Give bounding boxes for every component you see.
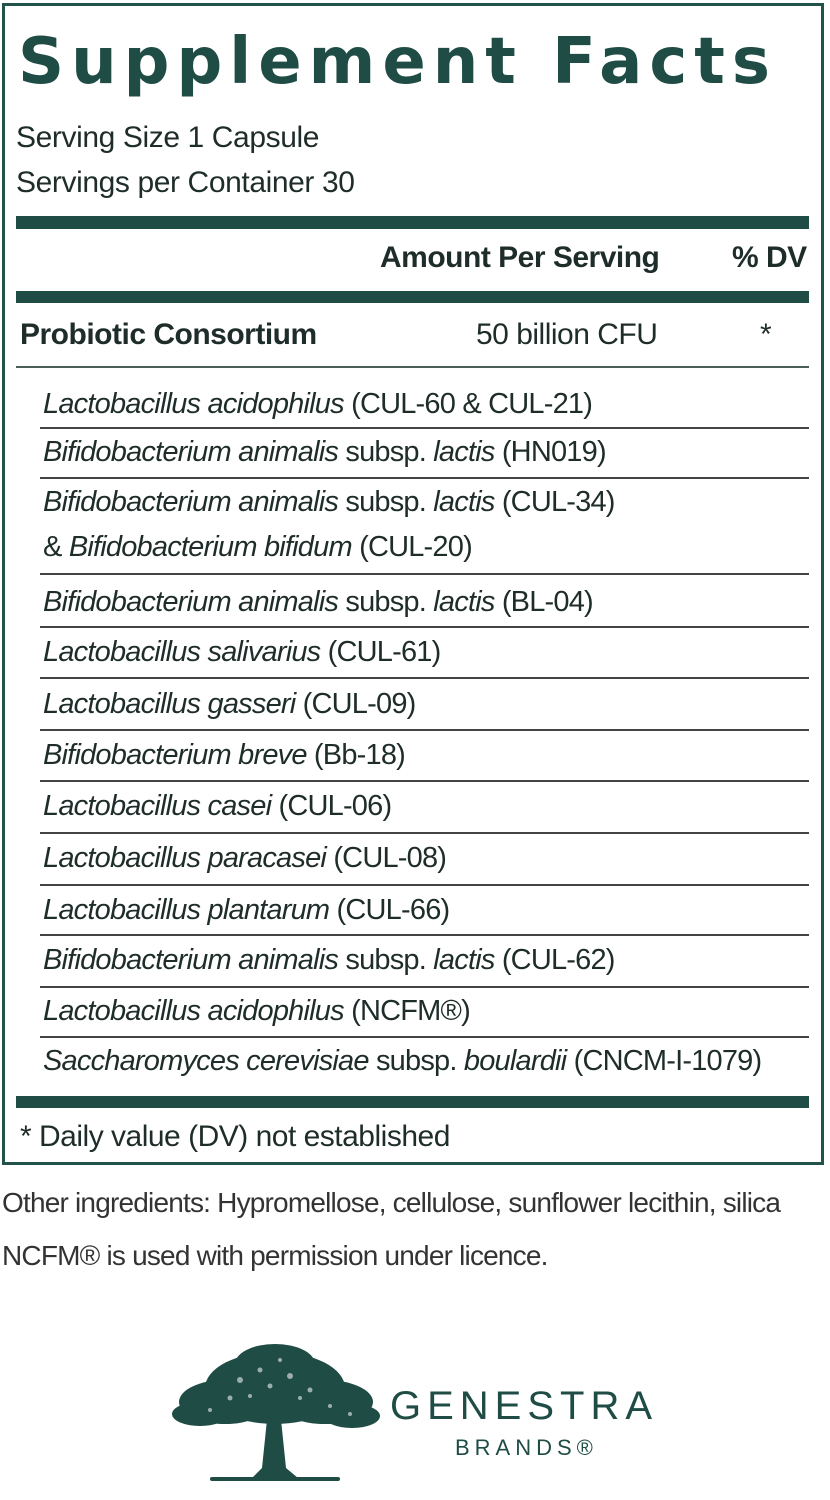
ingredient-strain: subsp.	[338, 436, 434, 468]
ingredient-species: lactis	[433, 436, 495, 468]
ingredient-strain: (CUL-66)	[329, 894, 450, 926]
main-ingredient-name: Probiotic Consortium	[20, 318, 317, 351]
ingredient-strain: &	[43, 531, 69, 563]
ingredient-species: Lactobacillus acidophilus	[43, 388, 344, 420]
ingredient-strain: (CUL-20)	[351, 531, 472, 563]
divider-thick	[16, 1096, 809, 1108]
serving-size: Serving Size 1 Capsule	[16, 121, 320, 154]
ingredient-species: Lactobacillus acidophilus	[43, 995, 344, 1027]
ingredient-species: Bifidobacterium animalis	[43, 944, 339, 976]
ingredient-item	[43, 890, 449, 930]
ingredient-item	[43, 432, 606, 472]
page-title: Supplement Facts	[18, 25, 777, 99]
ingredient-strain: (CUL-09)	[295, 688, 416, 720]
ingredient-divider	[40, 626, 809, 628]
ingredient-strain: (CUL-08)	[326, 842, 447, 874]
amount-header: Amount Per Serving	[380, 241, 660, 274]
ingredient-item	[43, 632, 441, 672]
footnote: * Daily value (DV) not established	[20, 1120, 450, 1153]
ingredient-species: Lactobacillus plantarum	[43, 894, 330, 926]
ingredient-item	[43, 735, 405, 775]
ingredient-divider	[40, 884, 809, 886]
ingredient-item	[43, 940, 615, 980]
ingredient-item	[43, 991, 470, 1031]
ingredient-strain: (Bb-18)	[306, 739, 406, 771]
tree-logo-icon	[170, 1340, 380, 1490]
ingredient-strain: (CUL-06)	[271, 790, 392, 822]
ingredient-divider	[40, 477, 809, 479]
ingredient-strain: subsp.	[368, 1045, 464, 1077]
ingredient-divider	[40, 573, 809, 575]
ingredient-species: Bifidobacterium animalis	[43, 436, 339, 468]
ingredient-item	[43, 684, 416, 724]
divider-thick	[16, 216, 809, 229]
ingredient-divider	[40, 729, 809, 731]
ingredient-item	[43, 384, 592, 424]
ingredient-item	[43, 838, 446, 878]
ingredient-strain: (BL-04)	[494, 586, 593, 618]
ingredient-strain: (NCFM®)	[343, 995, 470, 1027]
ingredient-divider	[40, 934, 809, 936]
other-ingredients: Other ingredients: Hypromellose, cellulose, sunflower lecithin, silica	[2, 1187, 781, 1218]
ingredient-species: Bifidobacterium animalis	[43, 586, 339, 618]
ingredient-species: Bifidobacterium breve	[43, 739, 307, 771]
ingredient-divider	[40, 780, 809, 782]
ingredient-item	[43, 786, 391, 826]
ingredient-species: Saccharomyces cerevisiae	[43, 1045, 369, 1077]
ingredient-divider	[40, 1036, 809, 1038]
licence-note: NCFM® is used with permission under licence.	[2, 1240, 548, 1271]
ingredient-item	[43, 527, 472, 567]
ingredient-divider	[40, 986, 809, 988]
brand-name: GENESTRA	[390, 1384, 659, 1428]
ingredient-strain: (CUL-62)	[494, 944, 615, 976]
ingredient-strain: (CUL-61)	[320, 636, 441, 668]
dv-header: % DV	[732, 241, 807, 274]
ingredient-species: Lactobacillus casei	[43, 790, 272, 822]
ingredient-species: lactis	[433, 486, 495, 518]
servings-per-container: Servings per Container 30	[16, 166, 355, 199]
ingredient-strain: (CUL-60 & CUL-21)	[343, 388, 593, 420]
ingredient-species: boulardii	[463, 1045, 567, 1077]
ingredient-strain: (HN019)	[494, 436, 606, 468]
divider-thin	[16, 366, 809, 368]
main-ingredient-amount: 50 billion CFU	[476, 318, 658, 351]
ingredient-divider	[40, 427, 809, 429]
ingredient-species: Lactobacillus salivarius	[43, 636, 321, 668]
ingredient-item	[43, 1041, 761, 1081]
ingredient-strain: subsp.	[338, 486, 434, 518]
ingredient-strain: (CNCM-I-1079)	[566, 1045, 762, 1077]
ingredient-item	[43, 582, 593, 622]
ingredient-item	[43, 482, 615, 522]
ingredient-species: Bifidobacterium animalis	[43, 486, 339, 518]
ingredient-divider	[40, 832, 809, 834]
ingredient-strain: subsp.	[338, 586, 434, 618]
ingredient-species: Lactobacillus paracasei	[43, 842, 327, 874]
brand-subtitle: BRANDS®	[455, 1435, 598, 1460]
ingredient-strain: subsp.	[338, 944, 434, 976]
ingredient-divider	[40, 677, 809, 679]
main-ingredient-dv: *	[760, 318, 772, 351]
divider-thick	[16, 291, 809, 303]
ingredient-species: lactis	[433, 944, 495, 976]
ingredient-species: Lactobacillus gasseri	[43, 688, 296, 720]
ingredient-species: Bifidobacterium bifidum	[68, 531, 352, 563]
ingredient-strain: (CUL-34)	[494, 486, 615, 518]
ingredient-species: lactis	[433, 586, 495, 618]
